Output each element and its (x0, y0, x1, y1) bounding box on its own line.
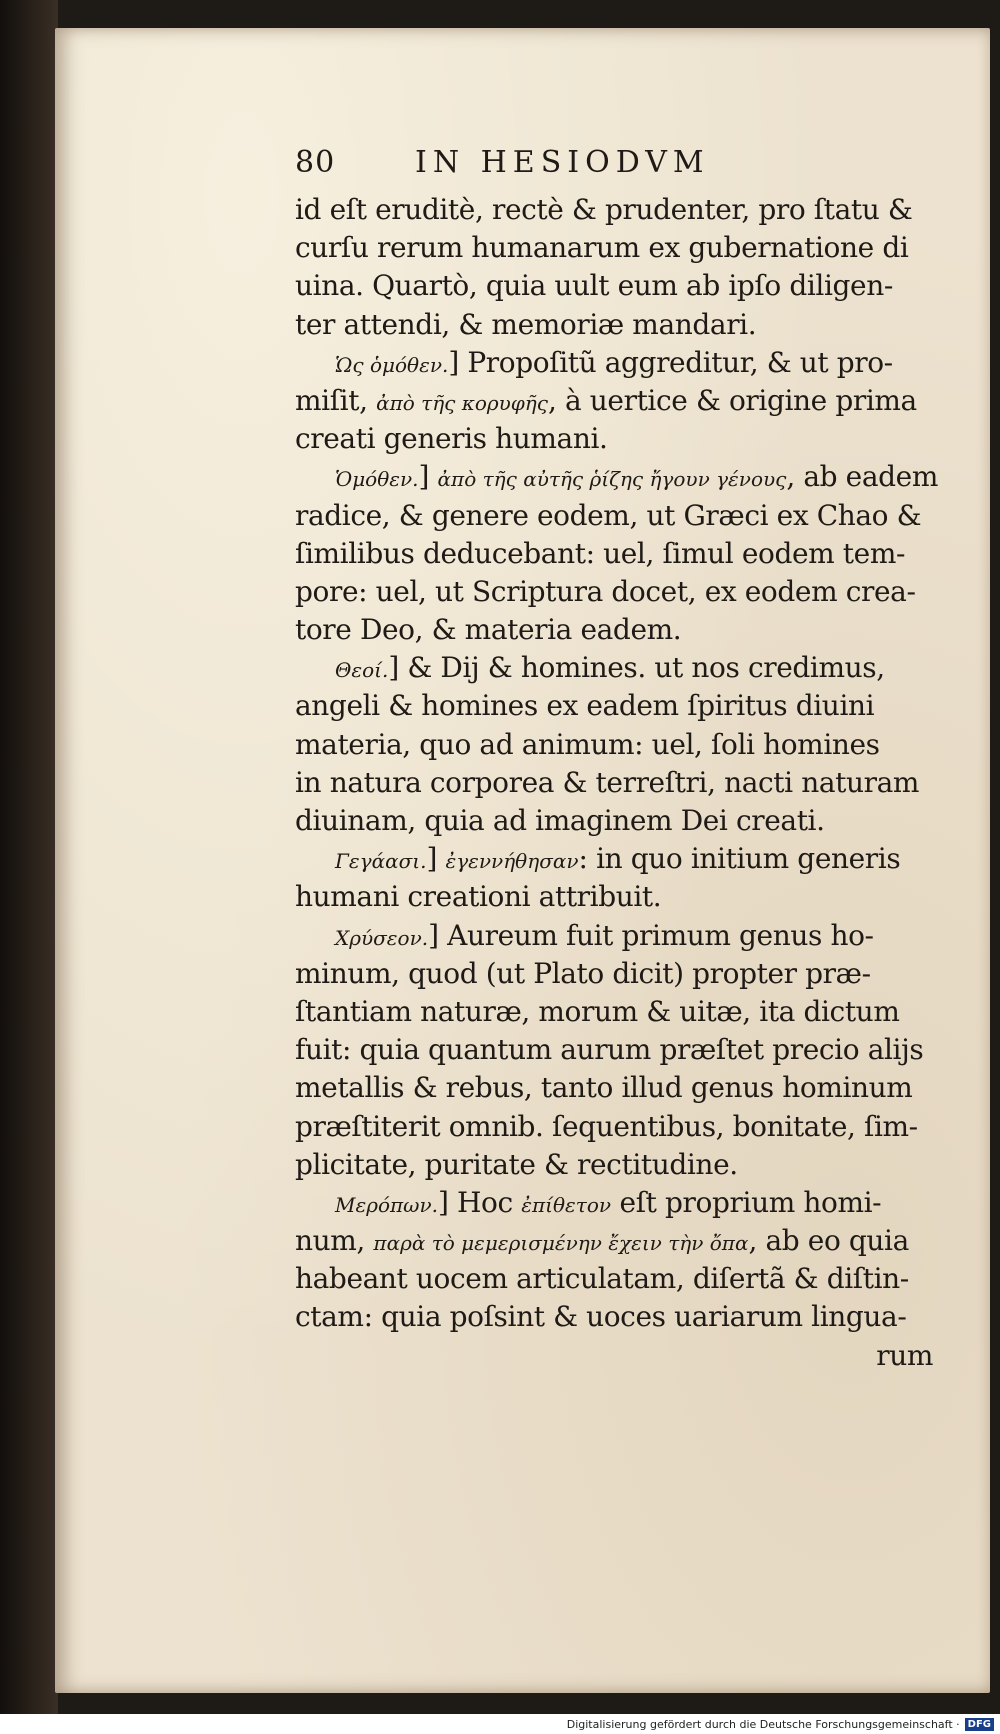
latin-text: humani creationi attribuit. (295, 880, 662, 914)
latin-text: pore: uel, ut Scriptura docet, ex eodem crea- (295, 574, 916, 608)
text-line (295, 191, 945, 229)
latin-text: habeant uocem articulatam, diſertã & diſtin- (295, 1262, 909, 1296)
text-line (295, 535, 945, 573)
text-line (295, 917, 945, 955)
latin-text: : in quo initium generis (578, 842, 901, 876)
text-line (295, 1146, 945, 1184)
text-line (295, 802, 945, 840)
latin-text: ] (418, 460, 438, 494)
text-line (295, 840, 945, 878)
text-line (295, 649, 945, 687)
latin-text: miſit, (295, 383, 377, 417)
text-line (295, 764, 945, 802)
text-line (295, 955, 945, 993)
text-line (295, 687, 945, 725)
text-line (295, 267, 945, 305)
latin-text: ] (426, 842, 446, 876)
latin-text: tore Deo, & materia eadem. (295, 613, 682, 647)
text-line (295, 878, 945, 916)
greek-lemma: Μερόπων. (335, 1192, 438, 1217)
text-line (295, 1222, 945, 1260)
latin-text: plicitate, puritate & rectitudine. (295, 1147, 738, 1181)
body-text (295, 191, 945, 1375)
text-line (295, 1337, 945, 1375)
latin-text: ] & Dij & homines. ut nos credimus, (388, 651, 885, 685)
text-line (295, 573, 945, 611)
greek-lemma: Χρύσεον. (335, 925, 429, 950)
text-line (295, 1184, 945, 1222)
text-line (295, 344, 945, 382)
running-head (295, 145, 945, 191)
text-line (295, 382, 945, 420)
text-line (295, 420, 945, 458)
latin-text: ] Propoſitũ aggreditur, & ut pro- (448, 345, 893, 379)
latin-text: præſtiterit omnib. ſequentibus, bonitate, ſim- (295, 1109, 918, 1143)
text-line (295, 229, 945, 267)
text-line (295, 1108, 945, 1146)
latin-text: ter attendi, & memoriæ mandari. (295, 307, 757, 341)
latin-text: creati generis humani. (295, 422, 608, 456)
latin-text: id eſt eruditè, rectè & prudenter, pro ſtatu & (295, 193, 913, 226)
latin-text: ſtantiam naturæ, morum & uitæ, ita dictum (295, 994, 900, 1028)
text-line (295, 1069, 945, 1107)
text-line (295, 611, 945, 649)
text-line (295, 993, 945, 1031)
greek-lemma: Θεοί. (335, 658, 389, 683)
latin-text: diuinam, quia ad imaginem Dei creati. (295, 804, 825, 837)
page-text-block (295, 145, 945, 1375)
greek-lemma: Ὁμόθεν. (335, 467, 419, 492)
text-line (295, 1260, 945, 1298)
greek-lemma: ἐπίθετον (521, 1192, 612, 1217)
text-line (295, 1298, 945, 1336)
latin-text: ] Hoc (437, 1185, 522, 1219)
latin-text: fuit: quia quantum aurum præſtet precio alijs (295, 1033, 924, 1067)
running-title: IN HESIODVM (415, 145, 710, 180)
latin-text: uina. Quartò, quia uult eum ab ipſo diligen- (295, 269, 893, 303)
text-line (295, 726, 945, 764)
latin-text: eſt proprium homi- (611, 1185, 882, 1219)
greek-lemma: ἀπὸ τῆς αὐτῆς ῥίζης ἤγουν γένους (437, 467, 787, 492)
dfg-logo: DFG (965, 1718, 994, 1731)
greek-lemma: ἐγεννήθησαν (445, 849, 579, 874)
latin-text: minum, quod (ut Plato dicit) propter præ- (295, 956, 871, 990)
latin-text: num, (295, 1224, 374, 1258)
latin-text: metallis & rebus, tanto illud genus hominum (295, 1071, 913, 1105)
latin-text: , ab eadem (786, 460, 938, 494)
greek-lemma: Γεγάασι. (335, 849, 427, 874)
greek-lemma: ἀπὸ τῆς κορυφῆς (376, 390, 548, 415)
greek-lemma: παρὰ τὸ μεμερισμένην ἔχειν τὴν ὄπα (373, 1231, 749, 1256)
latin-text: radice, & genere eodem, ut Græci ex Chao & (295, 498, 922, 532)
latin-text: , à uertice & origine prima (548, 383, 917, 417)
latin-text: in natura corporea & terreſtri, nacti naturam (295, 765, 920, 799)
latin-text: ſimilibus deducebant: uel, ſimul eodem tem- (295, 536, 906, 570)
funding-note: Digitalisierung gefördert durch die Deutsche Forschungsgemeinschaft · (566, 1717, 960, 1731)
latin-text: materia, quo ad animum: uel, ſoli homines (295, 727, 880, 761)
text-line (295, 306, 945, 344)
text-line (295, 458, 945, 496)
digitization-footer (0, 1714, 1000, 1734)
latin-text: ctam: quia poſsint & uoces uariarum lingua- (295, 1300, 907, 1334)
latin-text: , ab eo quia (748, 1224, 909, 1258)
greek-lemma: Ὡς ὁμόθεν. (335, 352, 449, 377)
book-binding (0, 0, 58, 1734)
latin-text: ] Aureum fuit primum genus ho- (428, 918, 874, 952)
latin-text: curſu rerum humanarum ex gubernatione di (295, 231, 909, 265)
page-number: 80 (295, 145, 336, 180)
latin-text: rum (876, 1338, 933, 1372)
text-line (295, 1031, 945, 1069)
latin-text: angeli & homines ex eadem ſpiritus diuini (295, 689, 875, 723)
text-line (295, 497, 945, 535)
